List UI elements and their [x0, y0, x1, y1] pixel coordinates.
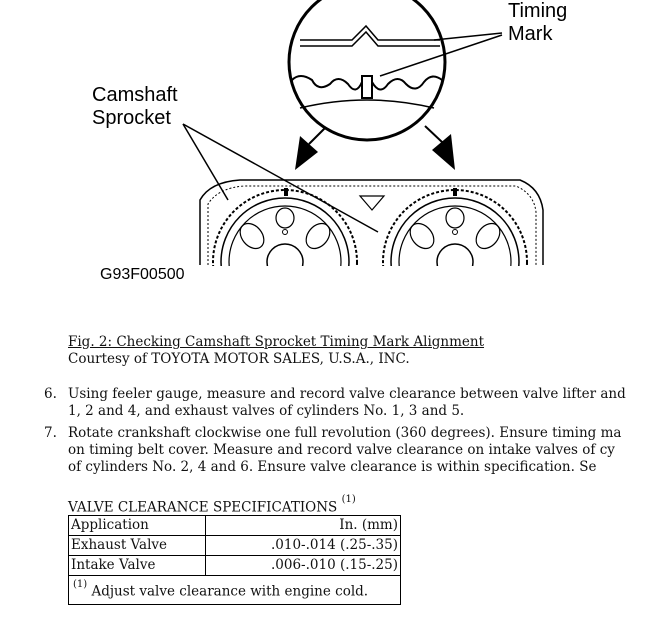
camshaft-sprocket-illustration — [0, 0, 664, 290]
step-text-line: on timing belt cover. Measure and record valve clearance on intake valves of cy — [68, 442, 615, 458]
table-footnote — [69, 576, 401, 605]
spec-title-footnote-ref: (1) — [341, 494, 356, 505]
timing-mark-label-line2: Mark — [508, 23, 553, 45]
footnote-ref: (1) — [73, 579, 88, 590]
valve-clearance-table — [68, 515, 401, 605]
figure-code: G93F00500 — [100, 266, 185, 283]
step-number: 6. — [44, 386, 57, 402]
table-row — [69, 556, 401, 576]
step-text-line: Using feeler gauge, measure and record valve clearance between valve lifter and — [68, 386, 626, 402]
row-value: .006-.010 (.15-.25) — [206, 556, 401, 576]
table-header-row — [69, 516, 401, 536]
step-text-line: Rotate crankshaft clockwise one full revolution (360 degrees). Ensure timing ma — [68, 425, 622, 441]
footnote-text: Adjust valve clearance with engine cold. — [91, 583, 369, 600]
camshaft-label-line1: Camshaft — [92, 84, 178, 106]
timing-mark-label-line1: Timing — [508, 0, 568, 22]
spec-table-title — [68, 494, 356, 516]
row-application: Intake Valve — [69, 556, 206, 576]
step-text-line: 1, 2 and 4, and exhaust valves of cylinders No. 1, 3 and 5. — [68, 403, 465, 419]
figure-caption: Fig. 2: Checking Camshaft Sprocket Timing Mark Alignment — [68, 334, 485, 350]
magnified-detail-circle — [289, 0, 445, 140]
row-application: Exhaust Valve — [69, 536, 206, 556]
table-row — [69, 536, 401, 556]
header-value: In. (mm) — [206, 516, 401, 536]
spec-title-text: VALVE CLEARANCE SPECIFICATIONS — [68, 499, 338, 516]
header-application: Application — [69, 516, 206, 536]
camshaft-label-line2: Sprocket — [92, 107, 171, 129]
pointer-arrows — [183, 33, 502, 232]
step-text-line: of cylinders No. 2, 4 and 6. Ensure valve clearance is within specification. Se — [68, 459, 597, 475]
row-value: .010-.014 (.25-.35) — [206, 536, 401, 556]
timing-belt-cover — [200, 180, 543, 265]
table-footnote-row — [69, 576, 401, 605]
step-number: 7. — [44, 425, 57, 441]
figure-courtesy: Courtesy of TOYOTA MOTOR SALES, U.S.A., INC. — [68, 351, 410, 367]
